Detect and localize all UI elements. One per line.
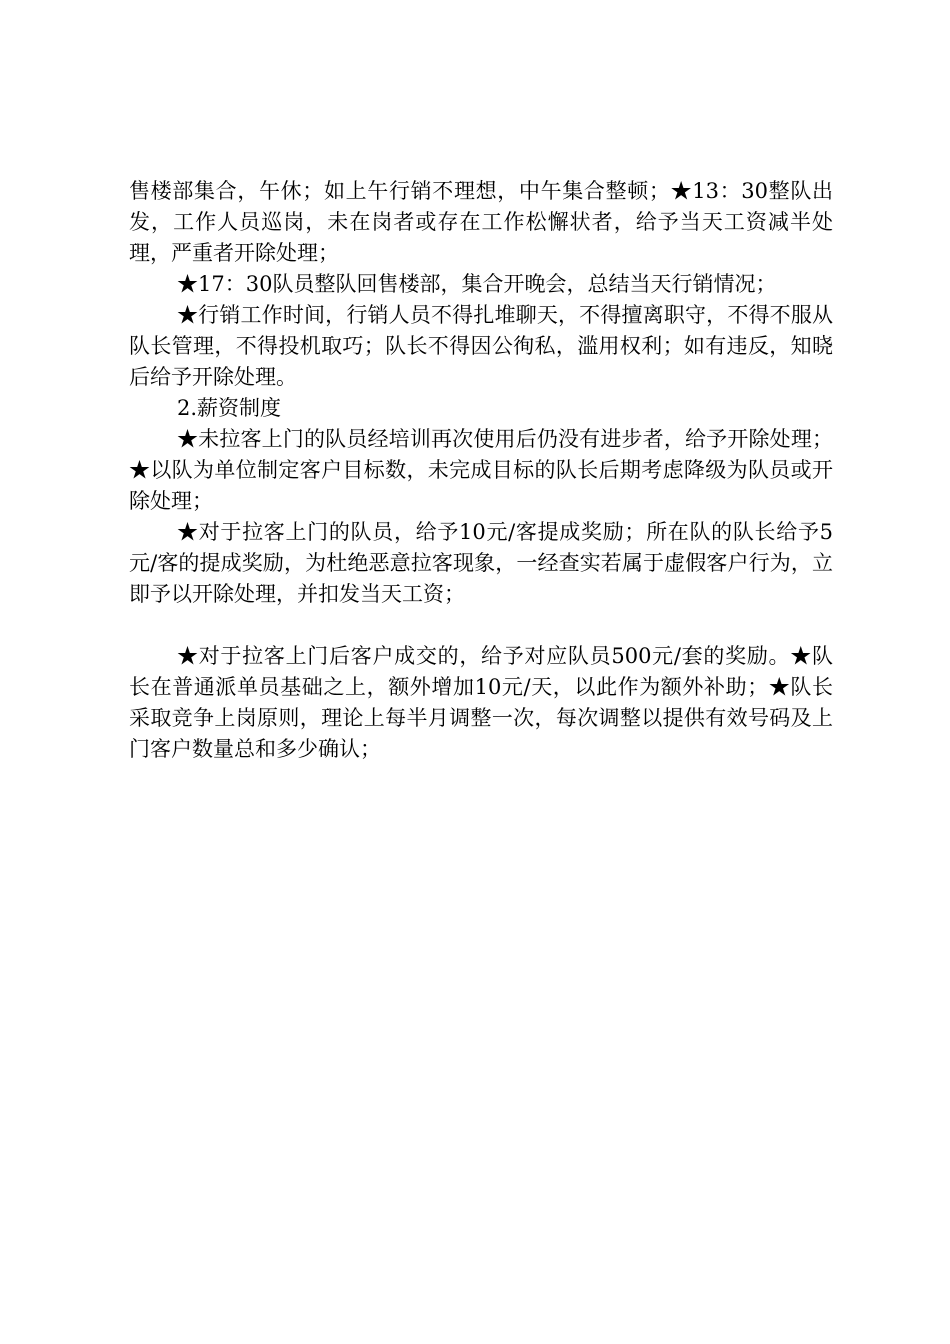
paragraph-deal-bonus: ★对于拉客上门后客户成交的，给予对应队员500元/套的奖励。★队长在普通派单员基础之上，额外增加10元/天，以此作为额外补助；★队长采取竞争上岗原则，理论上每半月调整一次，每次调整以提供有效号码及上门客户数量总和多少确认；: [129, 644, 833, 761]
paragraph-evening-meeting: ★17：30队员整队回售楼部，集合开晚会，总结当天行销情况；: [177, 272, 777, 296]
paragraph-training-rules: ★未拉客上门的队员经培训再次使用后仍没有进步者，给予开除处理；★以队为单位制定客户目标数，未完成目标的队长后期考虑降级为队员或开除处理；: [129, 427, 833, 513]
document-body: [129, 176, 833, 765]
paragraph-commission: ★对于拉客上门的队员，给予10元/客提成奖励；所在队的队长给予5元/客的提成奖励，为杜绝恶意拉客现象，一经查实若属于虚假客户行为，立即予以开除处理，并扣发当天工资；: [129, 520, 833, 606]
paragraph-spacer: [129, 610, 833, 641]
section-heading-salary: 2.薪资制度: [177, 396, 282, 420]
paragraph-continuation: 售楼部集合，午休；如上午行销不理想，中午集合整顿；★13：30整队出发，工作人员巡岗，未在岗者或存在工作松懈状者，给予当天工资减半处理，严重者开除处理；: [129, 179, 833, 265]
paragraph-work-rules: ★行销工作时间，行销人员不得扎堆聊天，不得擅离职守，不得不服从队长管理，不得投机取巧；队长不得因公徇私，滥用权利；如有违反，知晓后给予开除处理。: [129, 303, 833, 389]
